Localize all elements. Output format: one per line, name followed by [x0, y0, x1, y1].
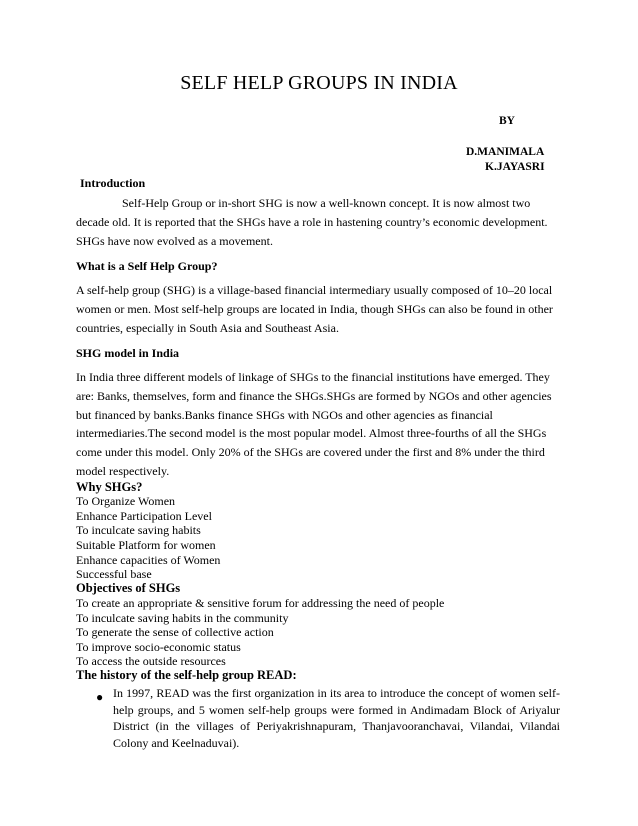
- objective-item: To generate the sense of collective action: [76, 625, 274, 639]
- objective-item: To inculcate saving habits in the community: [76, 611, 289, 625]
- why-item: Suitable Platform for women: [76, 538, 216, 552]
- intro-heading: Introduction: [80, 176, 146, 190]
- history-heading: The history of the self-help group READ:: [76, 668, 297, 682]
- objective-item: To improve socio-economic status: [76, 640, 241, 654]
- intro-paragraph: [76, 194, 562, 250]
- why-item: To Organize Women: [76, 494, 176, 508]
- what-is-paragraph: A self-help group (SHG) is a village-based financial intermediary usually composed of 10–20 local women or men. Most self-help groups are located in India, though SHGs can also be found in other countries, especially in South Asia and Southeast Asia.: [76, 283, 553, 335]
- intro-text: Self-Help Group or in-short SHG is now a well-known concept. It is now almost two decade old. It is reported that the SHGs have a role in hastening country’s economic development. SHGs have now evolved as a movement.: [76, 196, 548, 248]
- what-is-heading: What is a Self Help Group?: [76, 259, 218, 273]
- why-item: To inculcate saving habits: [76, 523, 201, 537]
- history-bullet-text: In 1997, READ was the first organization in its area to introduce the concept of women self-help groups, and 5 women self-help groups were formed in Andimadam Block of Ariyalur District (in the villages of Periyakrishnapuram, Thanjavooranchavai, Vilandai, Vilandai Colony and Keelnaduvai).: [113, 686, 560, 750]
- author-name-2: K.JAYASRI: [485, 161, 545, 173]
- author-name-1: D.MANIMALA: [466, 146, 545, 158]
- objective-item: To create an appropriate & sensitive forum for addressing the need of people: [76, 596, 445, 610]
- bullet-icon: ●: [96, 690, 104, 704]
- author-by-label: BY: [499, 115, 515, 127]
- objectives-heading: Objectives of SHGs: [76, 581, 181, 595]
- document-title: SELF HELP GROUPS IN INDIA: [180, 72, 458, 94]
- model-paragraph: In India three different models of linkage of SHGs to the financial institutions have emerged. They are: Banks, themselves, form and finance the SHGs.SHGs are formed by NGOs and other agencies but financed by banks.Banks finance SHGs with NGOs and other agencies as financial intermediaries.The second model is the most popular model. Almost three-fourths of all the SHGs come under this model. Only 20% of the SHGs are covered under the first and 8% under the third model respectively.: [76, 370, 552, 478]
- model-heading: SHG model in India: [76, 346, 180, 360]
- why-heading: Why SHGs?: [76, 480, 143, 494]
- why-item: Enhance capacities of Women: [76, 553, 221, 567]
- why-item: Enhance Participation Level: [76, 509, 212, 523]
- objective-item: To access the outside resources: [76, 654, 226, 668]
- why-item: Successful base: [76, 567, 152, 581]
